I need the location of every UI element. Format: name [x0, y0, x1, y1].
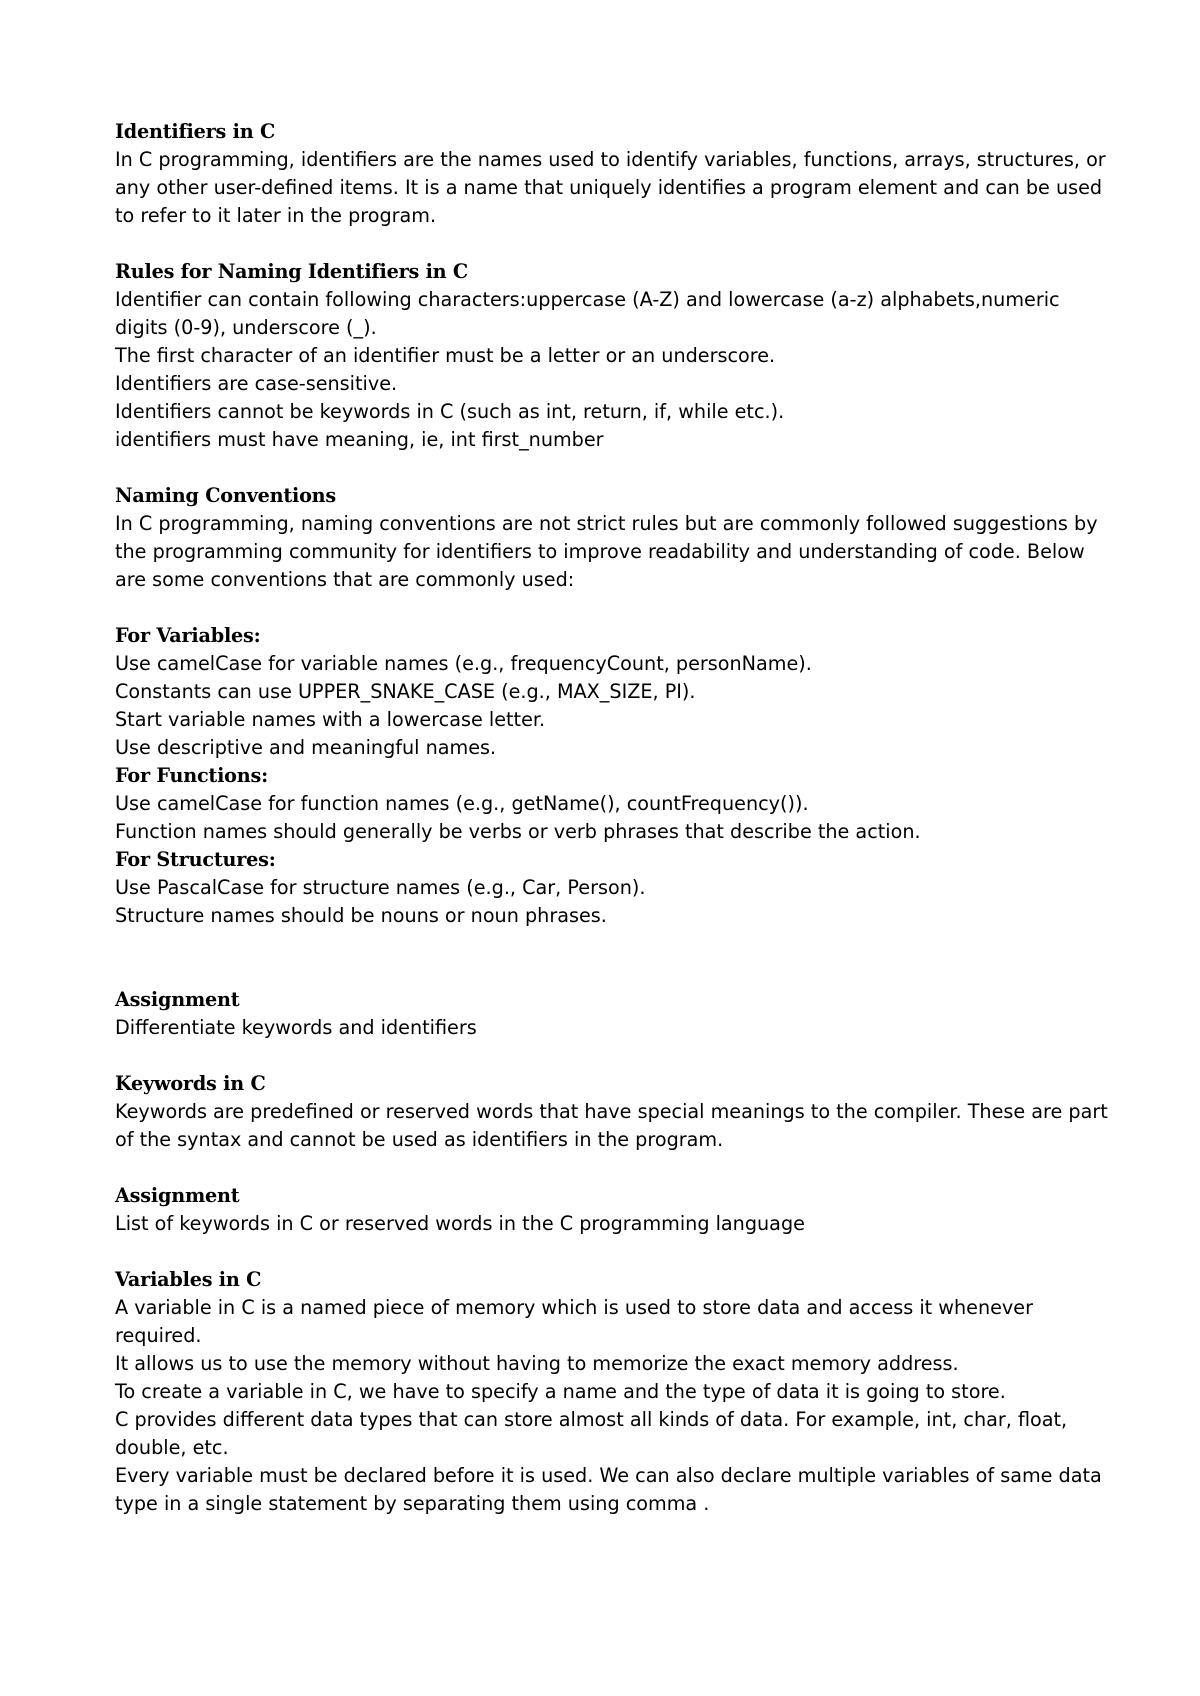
heading-naming-conventions: Naming Conventions: [115, 484, 337, 507]
structures-line: Use PascalCase for structure names (e.g., Car, Person).: [115, 876, 646, 899]
heading-keywords: Keywords in C: [115, 1072, 266, 1095]
structures-line: Structure names should be nouns or noun phrases.: [115, 904, 607, 927]
paragraph-keywords: Keywords are predefined or reserved words that have special meanings to the compiler. These are part of the syntax and cannot be used as identifiers in the program.: [115, 1100, 1108, 1151]
variables-in-c-line: A variable in C is a named piece of memory which is used to store data and access it whenever required.: [115, 1296, 1033, 1347]
rule-line: Identifier can contain following characters:uppercase (A-Z) and lowercase (a-z) alphabets,numeric digits (0-9), underscore (_).: [115, 288, 1060, 339]
heading-for-functions: For Functions:: [115, 764, 269, 787]
functions-line: Function names should generally be verbs or verb phrases that describe the action.: [115, 820, 921, 843]
assignment-1-text: Differentiate keywords and identifiers: [115, 1016, 477, 1039]
variables-line: Use camelCase for variable names (e.g., frequencyCount, personName).: [115, 652, 812, 675]
variables-line: Constants can use UPPER_SNAKE_CASE (e.g., MAX_SIZE, PI).: [115, 680, 696, 703]
heading-identifiers: Identifiers in C: [115, 120, 276, 143]
variables-in-c-line: Every variable must be declared before it is used. We can also declare multiple variables of same data type in a single statement by separating them using comma .: [115, 1464, 1102, 1515]
heading-variables-in-c: Variables in C: [115, 1268, 262, 1291]
variables-line: Start variable names with a lowercase letter.: [115, 708, 546, 731]
rule-line: Identifiers cannot be keywords in C (such as int, return, if, while etc.).: [115, 400, 785, 423]
heading-assignment-2: Assignment: [115, 1184, 240, 1207]
document-page: [115, 118, 1115, 1518]
rule-line: Identifiers are case-sensitive.: [115, 372, 398, 395]
functions-line: Use camelCase for function names (e.g., getName(), countFrequency()).: [115, 792, 809, 815]
assignment-2-text: List of keywords in C or reserved words in the C programming language: [115, 1212, 805, 1235]
heading-rules: Rules for Naming Identifiers in C: [115, 260, 468, 283]
variables-in-c-line: To create a variable in C, we have to specify a name and the type of data it is going to store.: [115, 1380, 1006, 1403]
paragraph-identifiers: In C programming, identifiers are the names used to identify variables, functions, arrays, structures, or any other user-defined items. It is a name that uniquely identifies a program element and can be used to refer to it later in the program.: [115, 148, 1106, 227]
heading-for-structures: For Structures:: [115, 848, 276, 871]
heading-for-variables: For Variables:: [115, 624, 261, 647]
rule-line: The first character of an identifier must be a letter or an underscore.: [115, 344, 776, 367]
heading-assignment-1: Assignment: [115, 988, 240, 1011]
variables-line: Use descriptive and meaningful names.: [115, 736, 497, 759]
variables-in-c-line: It allows us to use the memory without having to memorize the exact memory address.: [115, 1352, 959, 1375]
paragraph-naming-conventions: In C programming, naming conventions are not strict rules but are commonly followed suggestions by the programming community for identifiers to improve readability and understanding of code. Below are some conventions that are commonly used:: [115, 512, 1098, 591]
rule-line: identifiers must have meaning, ie, int first_number: [115, 428, 604, 451]
variables-in-c-line: C provides different data types that can store almost all kinds of data. For example, int, char, float, double, etc.: [115, 1408, 1068, 1459]
